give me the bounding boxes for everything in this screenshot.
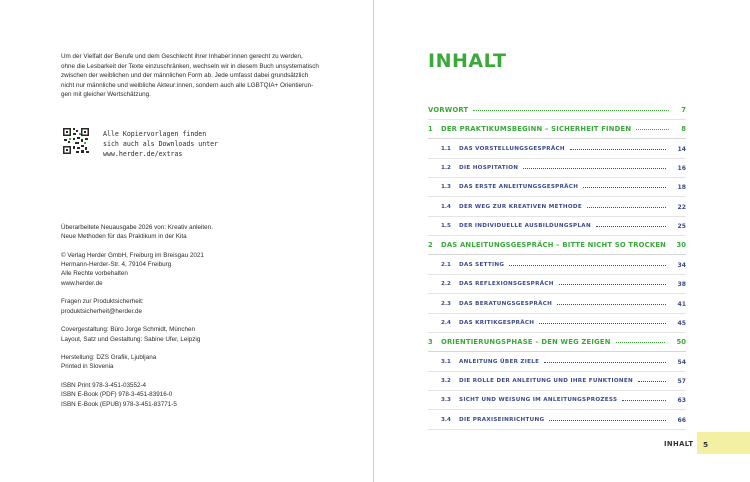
toc-number: 2.2 — [441, 281, 451, 288]
downloads-note-line: www.herder.de/extras — [103, 150, 183, 158]
imprint-line: © Verlag Herder GmbH, Freiburg im Breisgau 2021 — [61, 251, 204, 259]
imprint-line: produktsicherheit@herder.de — [61, 307, 142, 315]
dot-leader — [523, 168, 666, 169]
imprint-line — [61, 288, 361, 297]
toc-number: 1.5 — [441, 223, 451, 230]
downloads-note-line: Alle Kopiervorlagen finden — [103, 130, 207, 138]
dot-leader — [616, 342, 665, 343]
toc-number: 1.3 — [441, 184, 451, 191]
downloads-note-line: sich auch als Downloads unter — [103, 140, 219, 148]
toc-page-number: 41 — [677, 300, 686, 308]
toc-number: 2.3 — [441, 300, 451, 307]
downloads-note — [103, 129, 218, 159]
toc-title-text: DIE HOSPITATION — [459, 165, 519, 172]
toc-page-number: 54 — [677, 358, 686, 366]
toc-title-text: DIE PRAXISEINRICHTUNG — [459, 416, 545, 423]
imprint-line: Neue Methoden für das Praktikum in der Kita — [61, 233, 187, 241]
toc-page-number: 63 — [677, 397, 686, 405]
toc-number: 3.2 — [441, 377, 451, 384]
toc-title-text: DER PRAKTIKUMSBEGINN – SICHERHEIT FINDEN — [441, 125, 632, 134]
toc-title-text: DAS ANLEITUNGSGESPRÄCH – BITTE NICHT SO TROCKEN — [441, 241, 667, 250]
toc-title-text: ANLEITUNG ÜBER ZIELE — [459, 358, 540, 365]
toc-subsection-row[interactable] — [428, 299, 686, 314]
toc-page-number: 8 — [681, 125, 686, 134]
notice-line: ohne die Lesbarkeit der Texte einzuschränken, wechseln wir in diesem Buch unsystematisch — [61, 62, 319, 70]
toc-title-text: DAS VORSTELLUNGSGESPRÄCH — [459, 145, 565, 152]
gender-notice — [61, 52, 361, 100]
toc-page-number: 22 — [677, 203, 686, 211]
toc-number: 3.1 — [441, 358, 451, 365]
dot-leader — [473, 110, 669, 111]
left-page-imprint — [0, 0, 374, 482]
toc-subsection-row[interactable] — [428, 163, 686, 178]
dot-leader — [638, 381, 666, 382]
toc-number: 3.3 — [441, 397, 451, 404]
imprint-line: ISBN E-Book (PDF) 978-3-451-83916-0 — [61, 391, 173, 399]
toc-entry-row[interactable] — [428, 105, 686, 120]
toc-number: 1 — [428, 125, 433, 134]
dot-leader — [583, 187, 666, 188]
imprint-line — [61, 372, 361, 381]
toc-subsection-row[interactable] — [428, 221, 686, 236]
imprint-line: ISBN Print 978-3-451-03552-4 — [61, 382, 147, 390]
toc-page-number: 18 — [677, 184, 686, 192]
imprint-line: Fragen zur Produktsicherheit: — [61, 298, 144, 306]
imprint-line — [61, 316, 361, 325]
toc-subsection-row[interactable] — [428, 144, 686, 159]
toc-page-number: 45 — [677, 319, 686, 327]
toc-subsection-row[interactable] — [428, 279, 686, 294]
dot-leader — [539, 323, 666, 324]
imprint-line: Alle Rechte vorbehalten — [61, 270, 128, 278]
toc-page-number: 38 — [677, 281, 686, 289]
toc-title-text: DAS KRITIKGESPRÄCH — [459, 319, 535, 326]
notice-line: nicht nur männliche und weibliche Akteur:innen, sondern auch alle LGBTQIA+ Orientierun- — [61, 81, 314, 89]
toc-subsection-row[interactable] — [428, 376, 686, 391]
toc-number: 1.4 — [441, 203, 451, 210]
page-number: 5 — [703, 440, 709, 449]
toc-title-text: SICHT UND WEISUNG IM ANLEITUNGSPROZESS — [459, 397, 618, 404]
toc-subsection-row[interactable] — [428, 182, 686, 197]
dot-leader — [587, 207, 666, 208]
toc-page-number: 14 — [677, 145, 686, 153]
toc-page-number: 25 — [677, 223, 686, 231]
dot-leader — [570, 149, 666, 150]
dot-leader — [557, 304, 666, 305]
dot-leader — [544, 362, 666, 363]
toc-subsection-row[interactable] — [428, 318, 686, 333]
dot-leader — [636, 129, 669, 130]
toc-page-number: 30 — [676, 241, 686, 250]
toc-subsection-row[interactable] — [428, 395, 686, 410]
toc-number: 1.1 — [441, 145, 451, 152]
toc-title-text: DAS SETTING — [459, 261, 505, 268]
toc-page-number: 7 — [681, 106, 686, 114]
toc-title-text: DIE ROLLE DER ANLEITUNG UND IHRE FUNKTIONEN — [459, 377, 633, 384]
toc-subsection-row[interactable] — [428, 415, 686, 430]
toc-title-text: DER WEG ZUR KREATIVEN METHODE — [459, 203, 582, 210]
notice-line: zwischen der weiblichen und der männlichen Form ab. Jede umfasst dabei grundsätzlich — [61, 72, 309, 80]
dot-leader — [596, 226, 666, 227]
imprint-line: Covergestaltung: Büro Jorge Schmidt, München — [61, 326, 196, 334]
toc-page-number: 57 — [677, 377, 686, 385]
toc-title-text: VORWORT — [428, 106, 469, 114]
toc-title-text: ORIENTIERUNGSPHASE – DEN WEG ZEIGEN — [441, 338, 611, 347]
dot-leader — [549, 420, 666, 421]
notice-line: gen mit gleicher Wertschätzung. — [61, 91, 151, 99]
imprint-line — [61, 242, 361, 251]
imprint-line: ISBN E-Book (EPUB) 978-3-451-83771-5 — [61, 400, 177, 408]
dot-leader — [559, 284, 666, 285]
toc-subsection-row[interactable] — [428, 260, 686, 275]
imprint-line: Überarbeitete Neuausgabe 2026 von: Kreativ anleiten. — [61, 224, 213, 231]
toc-number: 2.4 — [441, 319, 451, 326]
qr-code-icon — [62, 127, 90, 155]
toc-number: 1.2 — [441, 165, 451, 172]
toc-number: 2 — [428, 241, 433, 250]
toc-chapter-row[interactable] — [428, 337, 686, 352]
imprint-line: Hermann-Herder-Str. 4, 79104 Freiburg — [61, 261, 172, 269]
toc-title-text: DAS REFLEXIONSGESPRÄCH — [459, 281, 554, 288]
toc-title: INHALT — [428, 50, 507, 72]
toc-page-number: 34 — [677, 261, 686, 269]
toc-subsection-row[interactable] — [428, 202, 686, 217]
imprint-line — [61, 344, 361, 353]
toc-subsection-row[interactable] — [428, 357, 686, 372]
imprint-line: Printed in Slovenia — [61, 363, 114, 371]
imprint-line: Herstellung: DZS Grafik, Ljubljana — [61, 354, 157, 362]
toc-page-number: 66 — [677, 416, 686, 424]
running-footer-label: INHALT — [664, 440, 694, 448]
toc-page-number: 50 — [676, 338, 686, 347]
toc-chapter-row[interactable] — [428, 240, 686, 255]
toc-page-number: 16 — [677, 165, 686, 173]
imprint-line: www.herder.de — [61, 279, 103, 287]
dot-leader — [622, 400, 666, 401]
toc-title-text: DAS ERSTE ANLEITUNGSGESPRÄCH — [459, 184, 579, 191]
dot-leader — [509, 265, 666, 266]
imprint-line: Layout, Satz und Gestaltung: Sabine Ufer, Leipzig — [61, 335, 201, 343]
toc-number: 3 — [428, 338, 433, 347]
notice-line: Um der Vielfalt der Berufe und dem Geschlecht ihrer Inhaber:innen gerecht zu werden, — [61, 53, 303, 60]
toc-title-text: DAS BERATUNGSGESPRÄCH — [459, 300, 553, 307]
toc-number: 2.1 — [441, 261, 451, 268]
imprint — [61, 223, 361, 409]
toc-title-text: DER INDIVIDUELLE AUSBILDUNGSPLAN — [459, 223, 591, 230]
toc-number: 3.4 — [441, 416, 451, 423]
toc-chapter-row[interactable] — [428, 124, 686, 139]
